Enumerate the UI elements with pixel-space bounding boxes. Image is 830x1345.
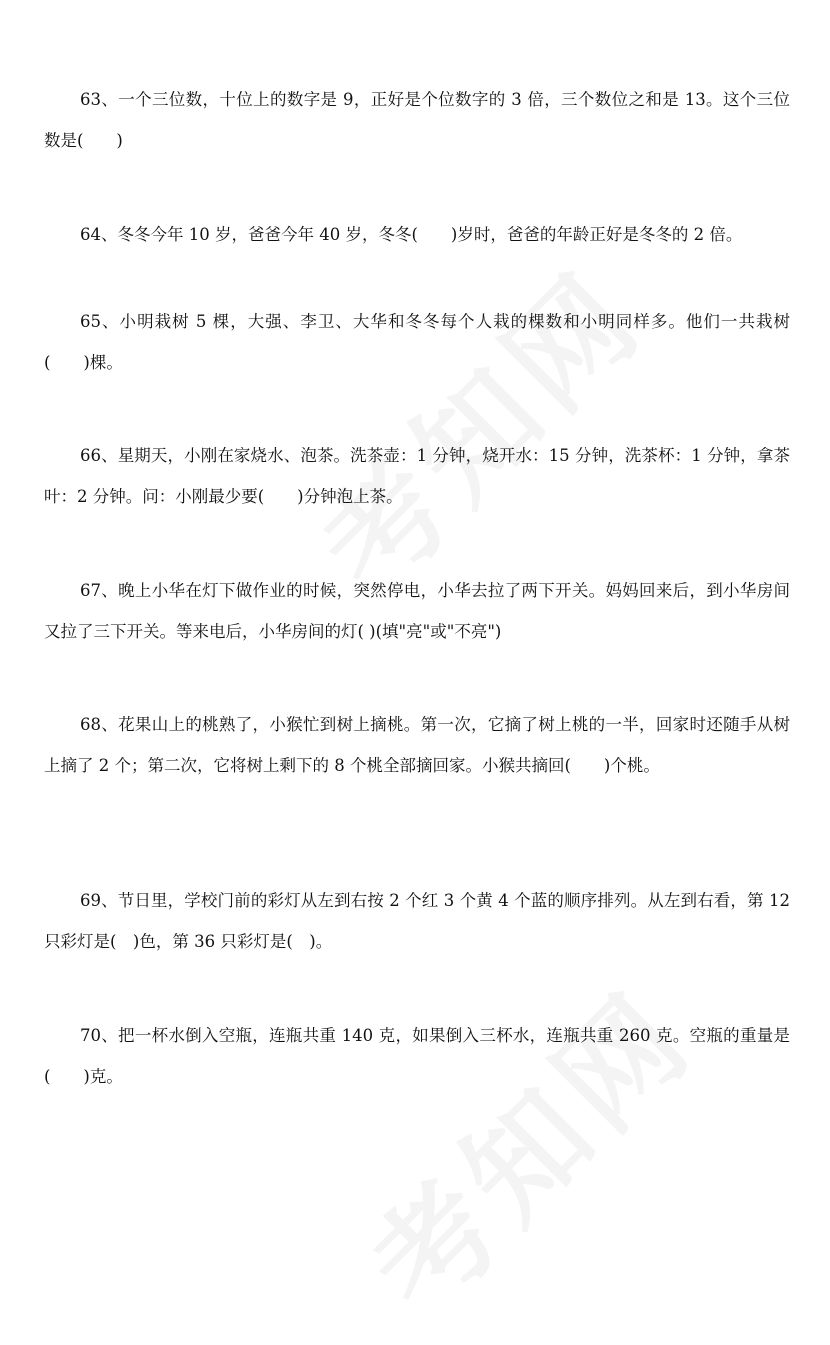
watermark-bottom xyxy=(326,947,723,1344)
question-67: 67、晚上小华在灯下做作业的时候，突然停电，小华去拉了两下开关。妈妈回来后，到小华房间又拉了三下开关。等来电后，小华房间的灯( )(填"亮"或"不亮") xyxy=(44,581,790,641)
question-70: 70、把一杯水倒入空瓶，连瓶共重 140 克，如果倒入三杯水，连瓶共重 260 克。空瓶的重量是( )克。 xyxy=(44,1026,790,1086)
question-69: 69、节日里，学校门前的彩灯从左到右按 2 个红 3 个黄 4 个蓝的顺序排列。从左到右看，第 12 只彩灯是( )色，第 36 只彩灯是( )。 xyxy=(44,891,790,951)
question-64: 64、冬冬今年 10 岁，爸爸今年 40 岁，冬冬( )岁时，爸爸的年龄正好是冬冬的 2 倍。 xyxy=(80,225,743,244)
question-66: 66、星期天，小刚在家烧水、泡茶。洗茶壶：1 分钟，烧开水：15 分钟，洗茶杯：1 分钟，拿茶叶：2 分钟。问：小刚最少要( )分钟泡上茶。 xyxy=(44,446,790,506)
watermark xyxy=(276,227,673,624)
question-65: 65、小明栽树 5 棵，大强、李卫、大华和冬冬每个人栽的棵数和小明同样多。他们一共栽树( )棵。 xyxy=(44,312,790,372)
question-68: 68、花果山上的桃熟了，小猴忙到树上摘桃。第一次，它摘了树上桃的一半，回家时还随手从树上摘了 2 个；第二次，它将树上剩下的 8 个桃全部摘回家。小猴共摘回( )个桃。 xyxy=(44,715,790,775)
question-63: 63、一个三位数，十位上的数字是 9，正好是个位数字的 3 倍，三个数位之和是 13。这个三位数是( ) xyxy=(44,90,790,150)
